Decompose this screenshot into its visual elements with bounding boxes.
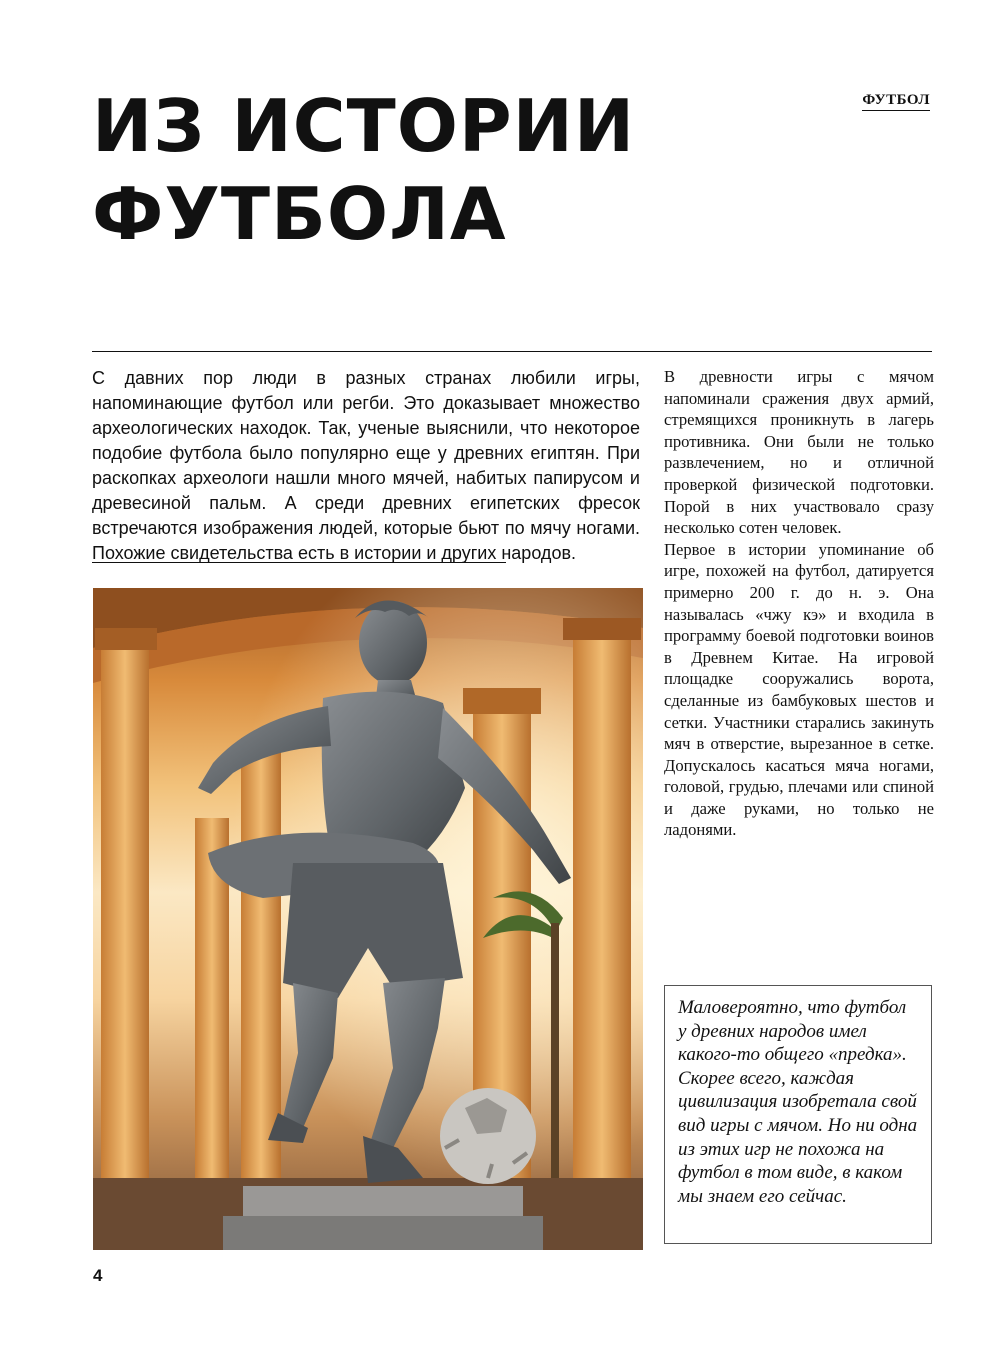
- section-tag: ФУТБОЛ: [862, 92, 930, 111]
- quote-box: [664, 985, 932, 1244]
- statue-illustration: [93, 588, 643, 1250]
- statue-photo: [93, 588, 643, 1250]
- top-divider: [92, 351, 932, 352]
- title-line-1: ИЗ ИСТОРИИ: [92, 84, 636, 168]
- page-number: 4: [93, 1266, 103, 1285]
- side-column: [664, 366, 934, 841]
- lead-paragraph: С давних пор люди в разных странах любили игры, напоминающие футбол или регби. Это доказывает множество археологических находок. Так, ученые выяснили, что некоторое подобие футбола было популярно еще у древних египтян. При раскопках археологи нашли много мячей, набитых папирусом и древесиной пальм. А среди древних египетских фресок встречаются изображения людей, которые бьют по мячу ногами. Похожие свидетельства есть в истории и других народов.: [92, 368, 640, 563]
- lead-divider: [92, 562, 506, 563]
- side-paragraph-2: Первое в истории упоминание об игре, похожей на футбол, датируется примерно 200 г. до н. э. Она называлась «чжу кэ» и входила в программу боевой подготовки воинов в Древнем Китае. На игровой площадке сооружались ворота, сделанные из бамбуковых шестов и сетки. Участники старались закинуть мяч в отверстие, вырезанное в сетке. Допускалось касаться мяча ногами, головой, грудью, плечами или спиной и даже руками, но только не ладонями.: [664, 539, 934, 840]
- title-line-2: ФУТБОЛА: [92, 172, 507, 256]
- side-paragraph-1: В древности игры с мячом напоминали сражения двух армий, стремящихся проникнуть в лагерь противника. Они были не только развлечением, но и отличной проверкой физической подготовки. Порой в них участвовало сразу несколько сотен человек.: [664, 367, 934, 538]
- quote-text: Маловероятно, что футбол у древних народов имел какого-то общего «предка». Скорее всего, каждая цивилизация изобретала свой вид игры с мячом. Но ни одна из этих игр не похожа на футбол в том виде, в каком мы знаем его сейчас.: [678, 997, 918, 1207]
- page-title: [92, 82, 712, 258]
